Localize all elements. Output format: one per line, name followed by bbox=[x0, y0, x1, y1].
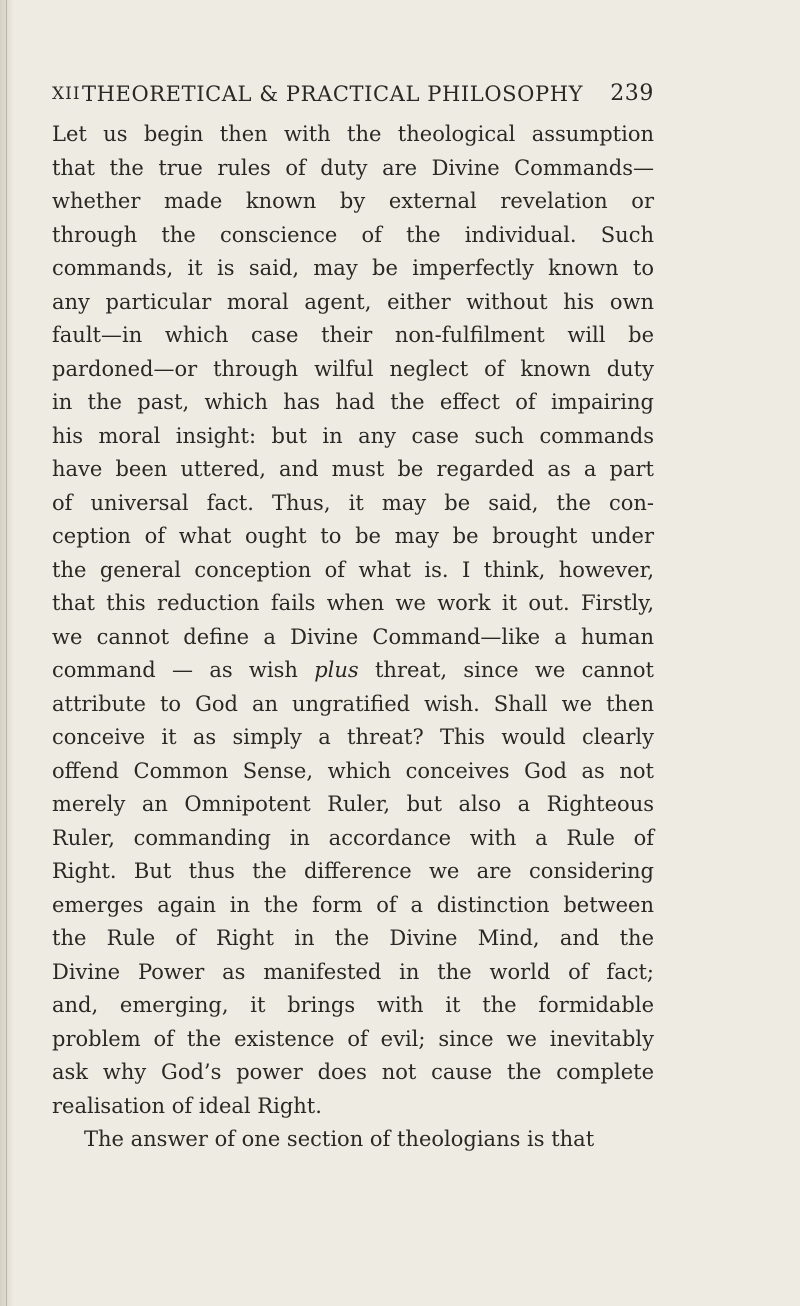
text-line: his moral insight: but in any case such commands bbox=[52, 423, 654, 448]
page-binding-edge bbox=[0, 0, 14, 1306]
text-line: fault—in which case their non-fulfilment will be bbox=[52, 323, 654, 347]
text-line: ception of what ought to be may be brought under bbox=[52, 524, 654, 548]
text-line: commands, it is said, may be imperfectly known to bbox=[52, 256, 654, 280]
paragraph bbox=[52, 1123, 654, 1157]
text-line: ask why God’s power does not cause the complete bbox=[52, 1060, 654, 1084]
text-line: in the past, which has had the effect of impairing bbox=[52, 390, 654, 414]
page-number: 239 bbox=[610, 81, 654, 106]
text-line: have been uttered, and must be regarded as a part bbox=[52, 457, 654, 481]
text-line: we cannot define a Divine Command—like a human bbox=[52, 624, 654, 649]
text-line: Divine Power as manifested in the world of fact; bbox=[52, 959, 654, 984]
text-line: merely an Omnipotent Ruler, but also a Righteous bbox=[52, 792, 654, 816]
text-run: threat, since we cannot bbox=[358, 658, 654, 682]
text-line: of universal fact. Thus, it may be said, the con- bbox=[52, 490, 654, 515]
text-line: the Rule of Right in the Divine Mind, and the bbox=[52, 926, 654, 950]
italic-text-run: plus bbox=[314, 658, 359, 682]
text-line: problem of the existence of evil; since we inevitably bbox=[52, 1026, 654, 1051]
text-line: that the true rules of duty are Divine Commands— bbox=[52, 155, 654, 180]
text-line: attribute to God an ungratified wish. Shall we then bbox=[52, 691, 654, 716]
text-line: Let us begin then with the theological assumption bbox=[52, 122, 654, 146]
body-text bbox=[52, 118, 654, 1157]
text-line: The answer of one section of theologians is that bbox=[84, 1127, 595, 1151]
text-line: the general conception of what is. I think, however, bbox=[52, 557, 654, 582]
chapter-number: XII bbox=[52, 84, 81, 104]
text-line: any particular moral agent, either without his own bbox=[52, 289, 654, 314]
text-line: conceive it as simply a threat? This would clearly bbox=[52, 725, 654, 749]
text-line bbox=[52, 654, 654, 688]
text-run: command — as wish bbox=[52, 658, 315, 682]
text-line: Right. But thus the difference we are considering bbox=[52, 859, 654, 883]
text-line: emerges again in the form of a distinction between bbox=[52, 892, 654, 917]
text-line: realisation of ideal Right. bbox=[52, 1093, 322, 1118]
text-line: Ruler, commanding in accordance with a Rule of bbox=[52, 825, 654, 850]
text-line: whether made known by external revelation or bbox=[52, 189, 654, 213]
text-line: and, emerging, it brings with it the formidable bbox=[52, 993, 654, 1017]
text-line: offend Common Sense, which conceives God as not bbox=[52, 758, 654, 783]
running-head-title: THEORETICAL & PRACTICAL PHILOSOPHY bbox=[82, 82, 584, 106]
text-line: that this reduction fails when we work it out. Firstly, bbox=[52, 591, 654, 615]
paragraph bbox=[52, 118, 654, 1123]
text-line: through the conscience of the individual. Such bbox=[52, 222, 654, 247]
text-line: pardoned—or through wilful neglect of known duty bbox=[52, 356, 654, 381]
running-head bbox=[52, 79, 654, 109]
